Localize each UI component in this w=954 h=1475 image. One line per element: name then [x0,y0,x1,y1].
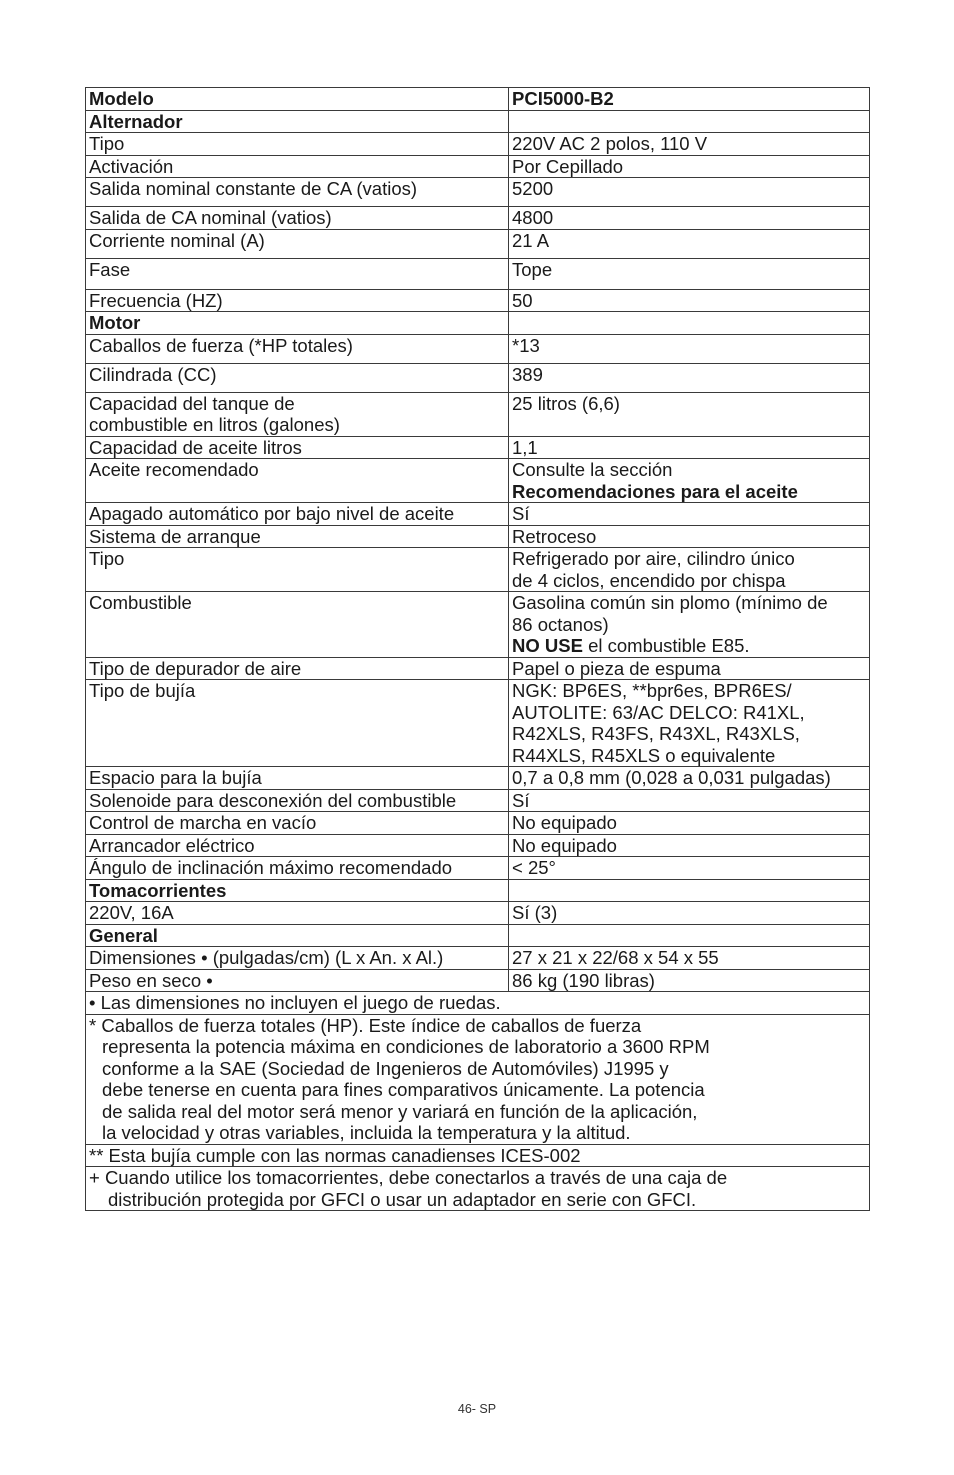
table-row [86,392,870,436]
row-label: Solenoide para desconexión del combustible [86,789,509,812]
row-label [86,392,509,436]
row-value: 220V AC 2 polos, 110 V [509,133,870,156]
value-line: NGK: BP6ES, **bpr6es, BPR6ES/ [512,680,792,701]
section-title: Motor [86,312,509,335]
row-label: Combustible [86,592,509,658]
row-label: Salida nominal constante de CA (vatios) [86,178,509,207]
row-value: Papel o pieza de espuma [509,657,870,680]
label-line: Capacidad del tanque de [89,392,295,414]
row-label: 220V, 16A [86,902,509,925]
section-motor [86,312,870,335]
section-title: Alternador [86,110,509,133]
table-row [86,902,870,925]
note-row-hp [86,1014,870,1144]
row-value [509,680,870,767]
table-row [86,592,870,658]
note-row-dimensions [86,992,870,1015]
row-label: Ángulo de inclinación máximo recomendado [86,857,509,880]
model-label: Modelo [86,88,509,111]
fuel-warning-text: el combustible E85. [582,635,750,656]
section-alternador [86,110,870,133]
table-row [86,155,870,178]
row-label: Tipo [86,548,509,592]
table-row [86,525,870,548]
table-row [86,548,870,592]
row-label: Corriente nominal (A) [86,229,509,258]
row-label: Activación [86,155,509,178]
row-label: Fase [86,258,509,289]
note-line: de salida real del motor será menor y variará en función de la aplicación, [102,1100,698,1122]
table-row [86,363,870,392]
table-row [86,436,870,459]
table-row [86,503,870,526]
row-label: Caballos de fuerza (*HP totales) [86,334,509,363]
value-line-bold: Recomendaciones para el aceite [512,480,798,502]
section-title: General [86,924,509,947]
value-line: 86 octanos) [512,613,609,635]
row-value: 21 A [509,229,870,258]
row-label: Tipo de bujía [86,680,509,767]
row-value: 1,1 [509,436,870,459]
row-label: Capacidad de aceite litros [86,436,509,459]
row-value: 389 [509,363,870,392]
section-tomacorrientes [86,879,870,902]
table-row [86,459,870,503]
row-value: 5200 [509,178,870,207]
row-label: Espacio para la bujía [86,767,509,790]
row-value: 50 [509,289,870,312]
table-row [86,229,870,258]
value-line: R44XLS, R45XLS o equivalente [512,744,776,766]
table-row [86,812,870,835]
table-row [86,680,870,767]
footnote-spark-plug: ** Esta bujía cumple con las normas canadienses ICES-002 [86,1144,870,1167]
section-general [86,924,870,947]
row-label: Tipo de depurador de aire [86,657,509,680]
row-label: Sistema de arranque [86,525,509,548]
model-value: PCI5000-B2 [509,88,870,111]
row-value [509,459,870,503]
table-row [86,178,870,207]
row-value: Por Cepillado [509,155,870,178]
row-value: < 25° [509,857,870,880]
footnote-hp [86,1014,870,1144]
row-label: Tipo [86,133,509,156]
row-value: Sí [509,503,870,526]
row-value: 4800 [509,207,870,230]
row-label: Frecuencia (HZ) [86,289,509,312]
table-row [86,947,870,970]
value-line: AUTOLITE: 63/AC DELCO: R41XL, [512,701,805,723]
row-label: Dimensiones • (pulgadas/cm) (L x An. x Al.) [86,947,509,970]
table-row [86,133,870,156]
table-row [86,789,870,812]
fuel-warning [512,635,866,657]
row-label: Salida de CA nominal (vatios) [86,207,509,230]
note-line: representa la potencia máxima en condiciones de laboratorio a 3600 RPM [102,1036,710,1057]
row-value: 0,7 a 0,8 mm (0,028 a 0,031 pulgadas) [509,767,870,790]
row-label: Peso en seco • [86,969,509,992]
row-value: 86 kg (190 libras) [509,969,870,992]
table-row [86,969,870,992]
row-value: Sí (3) [509,902,870,925]
note-row-spark-plug [86,1144,870,1167]
row-value: Sí [509,789,870,812]
row-value [509,592,870,658]
note-line: debe tenerse en cuenta para fines comparativos únicamente. La potencia [102,1079,705,1100]
table-row [86,207,870,230]
row-value: 25 litros (6,6) [509,392,870,436]
row-label: Apagado automático por bajo nivel de aceite [86,503,509,526]
section-title: Tomacorrientes [86,879,509,902]
table-row [86,857,870,880]
label-line: combustible en litros (galones) [89,414,340,435]
table-row [86,334,870,363]
value-line: Refrigerado por aire, cilindro único [512,548,795,569]
spec-table [85,87,870,1211]
table-row [86,657,870,680]
table-header-row [86,88,870,111]
note-line: + Cuando utilice los tomacorrientes, debe conectarlos a través de una caja de [89,1167,728,1188]
row-value: No equipado [509,812,870,835]
row-label: Arrancador eléctrico [86,834,509,857]
row-label: Aceite recomendado [86,459,509,503]
table-row [86,289,870,312]
row-value: No equipado [509,834,870,857]
page-number: 46- SP [457,1402,497,1416]
row-label: Control de marcha en vacío [86,812,509,835]
value-line: Gasolina común sin plomo (mínimo de [512,592,828,613]
value-line: Consulte la sección [512,459,673,480]
note-line: la velocidad y otras variables, incluida la temperatura y la altitud. [102,1122,631,1143]
row-value: 27 x 21 x 22/68 x 54 x 55 [509,947,870,970]
row-value: Tope [509,258,870,289]
row-value: *13 [509,334,870,363]
note-line: * Caballos de fuerza totales (HP). Este índice de caballos de fuerza [89,1014,642,1036]
row-label: Cilindrada (CC) [86,363,509,392]
footnote-dimensions: • Las dimensiones no incluyen el juego de ruedas. [86,992,870,1015]
note-row-gfci [86,1167,870,1211]
fuel-warning-bold: NO USE [512,635,583,656]
note-line: conforme a la SAE (Sociedad de Ingenieros de Automóviles) J1995 y [102,1057,669,1079]
row-value [509,548,870,592]
value-line: de 4 ciclos, encendido por chispa [512,569,786,591]
table-row [86,767,870,790]
value-line: R42XLS, R43FS, R43XL, R43XLS, [512,723,800,744]
row-value: Retroceso [509,525,870,548]
note-line: distribución protegida por GFCI o usar un adaptador en serie con GFCI. [108,1188,697,1210]
footnote-gfci [86,1167,870,1211]
table-row [86,258,870,289]
table-row [86,834,870,857]
